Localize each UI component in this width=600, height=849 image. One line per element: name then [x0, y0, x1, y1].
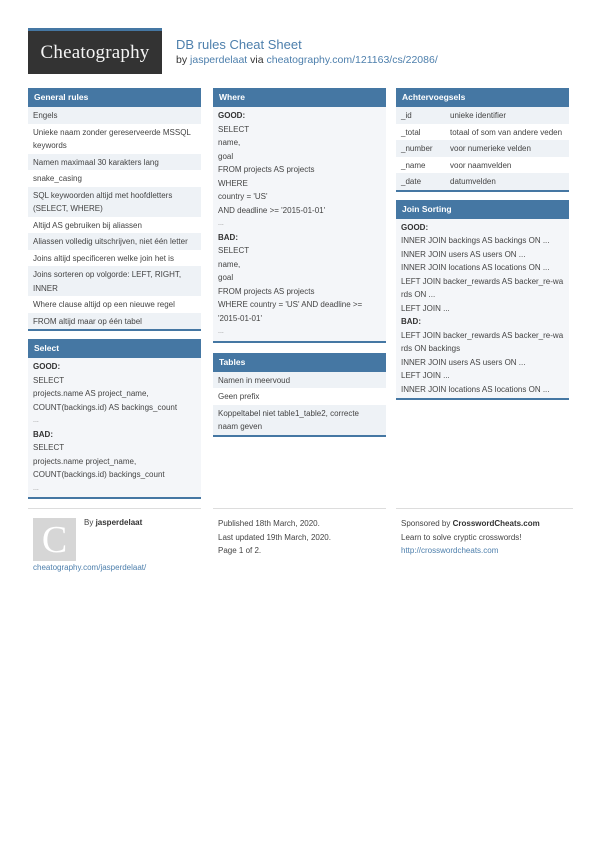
list-item: Geen prefix: [213, 388, 386, 405]
code-line: INNER JOIN users AS users ON ...: [401, 249, 526, 259]
section-title: Join Sorting: [396, 200, 569, 219]
sponsor-name: CrosswordCheats.com: [452, 519, 540, 528]
code-line: AND deadline >= '2015-01-01': [218, 205, 326, 215]
code-line: name,: [218, 138, 241, 147]
code-line: LEFT JOIN backer_rewards AS backer_re-wards ON backings: [401, 330, 564, 353]
title-block: [176, 37, 438, 67]
sponsor-link[interactable]: http://crosswordcheats.com: [401, 546, 499, 555]
code-line: INNER JOIN locations AS locations ON ...: [401, 384, 550, 394]
bad-label: BAD:: [401, 317, 421, 326]
column-3: [396, 88, 569, 408]
author-name[interactable]: jasperdelaat: [95, 518, 143, 527]
section-achtervoegsels: [396, 88, 569, 192]
code-line: FROM projects AS projects: [218, 286, 315, 296]
suffix-value: voor naamvelden: [450, 160, 512, 170]
bad-label: BAD:: [33, 429, 53, 439]
code-block: [396, 219, 569, 399]
code-line: LEFT JOIN backer_rewards AS backer_re-wards ON ...: [401, 276, 564, 299]
section-title: Tables: [213, 353, 386, 372]
list-item: Koppeltabel niet table1_table2, correcte naam geven: [213, 405, 386, 435]
list-item: Joins sorteren op volgorde: LEFT, RIGHT, INNER: [28, 266, 201, 296]
header: [28, 28, 588, 74]
list-item: Unieke naam zonder gereserveerde MSSQL keywords: [28, 124, 201, 154]
footer-sponsor: [396, 508, 573, 578]
column-2: [213, 88, 386, 445]
suffix-key: _total: [401, 127, 421, 137]
page-title[interactable]: DB rules Cheat Sheet: [176, 37, 302, 52]
cheatography-logo[interactable]: [28, 28, 162, 74]
author-link[interactable]: jasperdelaat: [190, 54, 248, 66]
updated-date: Last updated 19th March, 2020.: [218, 532, 331, 542]
code-line: WHERE: [218, 178, 248, 188]
footer-author: [28, 508, 201, 578]
code-line: ...: [218, 220, 224, 227]
sponsor-line: [401, 517, 540, 531]
suffix-key: _id: [401, 111, 412, 120]
section-tables: [213, 353, 386, 437]
table-row: [396, 173, 569, 190]
code-line: SELECT: [33, 375, 65, 385]
list-item: Namen in meervoud: [213, 372, 386, 389]
code-line: country = 'US': [218, 192, 268, 201]
code-line: WHERE country = 'US' AND deadline >= '2015-01-01': [218, 300, 363, 323]
suffix-key: _name: [401, 160, 426, 170]
code-line: INNER JOIN locations AS locations ON ...: [401, 263, 550, 272]
code-block: [28, 358, 201, 497]
section-title: General rules: [28, 88, 201, 107]
section-title: Achtervoegsels: [396, 88, 569, 107]
code-line: SELECT: [218, 246, 250, 255]
list-item: FROM altijd maar op één tabel: [28, 313, 201, 330]
by-author: [84, 518, 142, 527]
via-text: via: [247, 54, 267, 66]
code-line: SELECT: [33, 443, 65, 452]
code-block: [213, 107, 386, 341]
table-row: [396, 157, 569, 174]
section-title: Where: [213, 88, 386, 107]
code-line: ...: [33, 417, 39, 424]
code-line: ...: [218, 328, 224, 335]
good-label: GOOD:: [218, 111, 246, 120]
suffix-key: _number: [401, 144, 433, 153]
list-item: SQL keywoorden altijd met hoofdletters (SELECT, WHERE): [28, 187, 201, 217]
list-item: Altijd AS gebruiken bij aliassen: [28, 217, 201, 234]
section-select: [28, 339, 201, 499]
code-line: INNER JOIN users AS users ON ...: [401, 357, 526, 367]
section-title: Select: [28, 339, 201, 358]
list-item: Where clause altijd op een nieuwe regel: [28, 296, 201, 313]
list-item: Engels: [28, 107, 201, 124]
code-line: COUNT(backings.id) AS backings_count: [33, 402, 178, 412]
code-line: INNER JOIN backings AS backings ON ...: [401, 236, 550, 245]
by-label: By: [84, 518, 96, 527]
byline: [176, 53, 438, 67]
code-line: name,: [218, 259, 241, 269]
sponsor-tagline: Learn to solve cryptic crosswords!: [401, 532, 522, 542]
code-line: SELECT: [218, 124, 250, 134]
code-line: ...: [33, 484, 39, 492]
suffix-value: unieke identifier: [450, 111, 507, 120]
suffix-value: voor numerieke velden: [450, 144, 531, 153]
by-prefix: by: [176, 54, 191, 66]
footer-dates: [213, 508, 386, 578]
published-date: Published 18th March, 2020.: [218, 519, 320, 528]
avatar[interactable]: [33, 518, 76, 561]
list-item: Namen maximaal 30 karakters lang: [28, 154, 201, 171]
sheet-url-link[interactable]: cheatography.com/121163/cs/22086/: [266, 54, 438, 66]
profile-link[interactable]: cheatography.com/jasperdelaat/: [33, 563, 147, 572]
good-label: GOOD:: [401, 222, 429, 232]
suffix-key: _date: [401, 177, 422, 186]
code-line: goal: [218, 273, 234, 282]
section-join-sorting: [396, 200, 569, 401]
code-line: projects.name project_name,: [33, 456, 137, 466]
code-line: LEFT JOIN ...: [401, 371, 450, 380]
section-where: [213, 88, 386, 343]
list-item: Joins altijd specificeren welke join het is: [28, 250, 201, 267]
table-row: [396, 124, 569, 141]
code-line: COUNT(backings.id) backings_count: [33, 470, 165, 479]
suffix-value: totaal of som van andere veden: [450, 127, 563, 137]
section-general-rules: [28, 88, 201, 331]
logo-text: Cheatography: [40, 41, 150, 63]
good-label: GOOD:: [33, 362, 61, 371]
bad-label: BAD:: [218, 232, 238, 242]
suffix-value: datumvelden: [450, 177, 496, 186]
code-line: FROM projects AS projects: [218, 165, 315, 174]
list-item: snake_casing: [28, 170, 201, 187]
table-row: [396, 140, 569, 157]
code-line: projects.name AS project_name,: [33, 389, 149, 398]
column-1: [28, 88, 201, 507]
sponsor-prefix: Sponsored by: [401, 519, 453, 528]
table-row: [396, 107, 569, 124]
page-number: Page 1 of 2.: [218, 546, 262, 555]
list-item: Aliassen volledig uitschrijven, niet één letter: [28, 233, 201, 250]
code-line: goal: [218, 151, 234, 161]
code-line: LEFT JOIN ...: [401, 303, 450, 313]
avatar-letter: C: [41, 518, 68, 561]
